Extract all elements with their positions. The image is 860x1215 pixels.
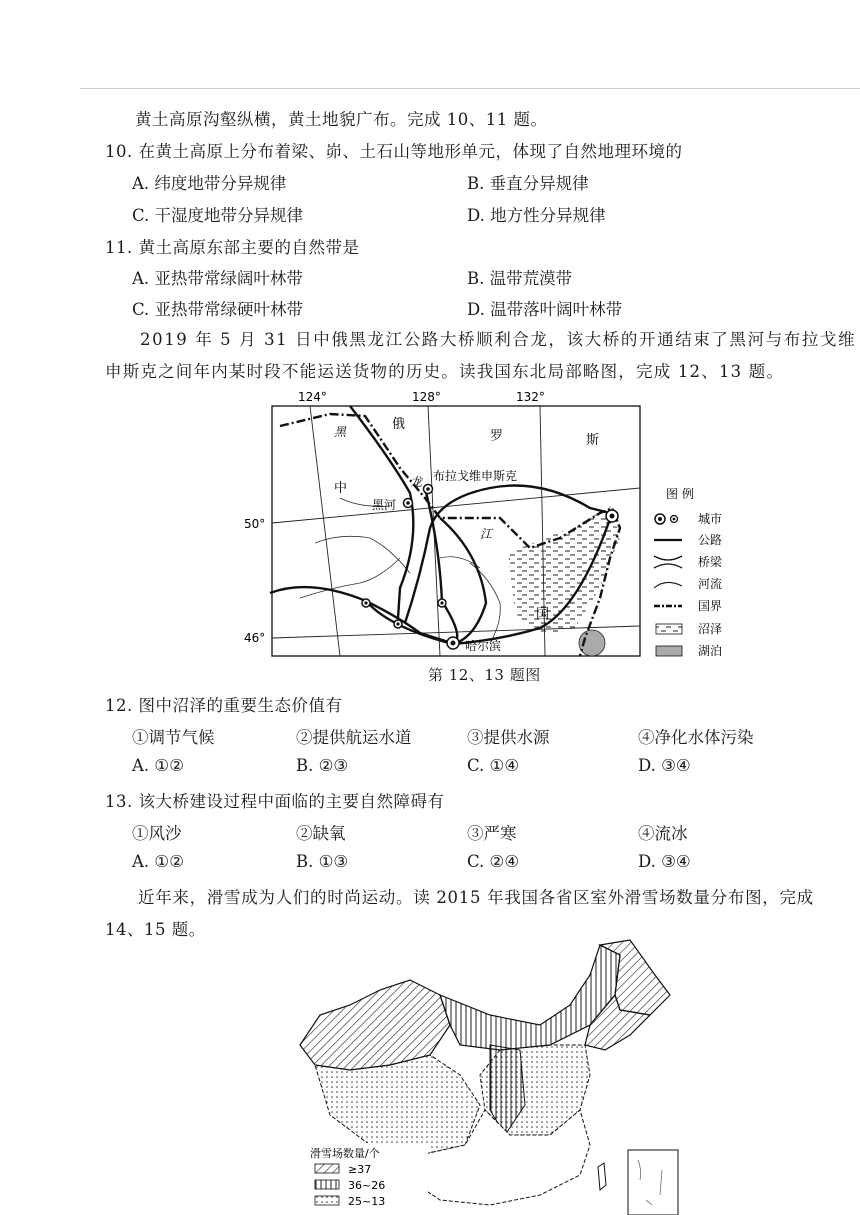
legend-river: 河流 <box>698 577 723 591</box>
intro-14-15-line2: 14、15 题。 <box>105 920 206 939</box>
q10-stem: 10. 在黄土高原上分布着梁、峁、土石山等地形单元，体现了自然地理环境的 <box>105 142 683 161</box>
lon-label-128: 128° <box>412 390 441 404</box>
map2-legend-1: ≥37 <box>348 1163 372 1176</box>
q11-option-a: A. 亚热带常绿阔叶林带 <box>132 269 303 288</box>
south-china-sea-inset <box>628 1150 678 1215</box>
q13-option-a: A. ①② <box>132 852 184 871</box>
q12-stem: 12. 图中沼泽的重要生态价值有 <box>105 696 343 715</box>
legend-lake: 湖泊 <box>698 644 723 658</box>
map2-legend <box>308 1143 428 1215</box>
lat-label-50: 50° <box>244 517 266 531</box>
q12-item-3: ③提供水源 <box>467 728 550 747</box>
q10-option-b: B. 垂直分异规律 <box>467 174 589 193</box>
northeast-map <box>240 388 750 688</box>
map1-caption: 第 12、13 题图 <box>428 666 541 684</box>
lat-label-46: 46° <box>244 631 266 645</box>
q12-item-4: ④净化水体污染 <box>638 728 754 747</box>
q13-item-1: ①风沙 <box>132 824 182 843</box>
label-russia-2: 罗 <box>490 429 504 444</box>
label-russia-3: 斯 <box>586 433 600 448</box>
river-label-hei: 黑 <box>334 425 347 439</box>
china-ski-map <box>290 935 690 1215</box>
intro-12-13-line1: 2019 年 5 月 31 日中俄黑龙江公路大桥顺利合龙，该大桥的开通结束了黑河与布拉戈维 <box>140 330 857 349</box>
region-taiwan <box>598 1163 606 1190</box>
q13-option-c: C. ②④ <box>467 852 520 871</box>
q11-option-c: C. 亚热带常绿硬叶林带 <box>132 300 304 319</box>
legend-bridge: 桥梁 <box>698 555 723 569</box>
q11-option-d: D. 温带落叶阔叶林带 <box>467 300 623 319</box>
label-russia-1: 俄 <box>392 417 406 432</box>
legend-title: 图 例 <box>666 487 694 501</box>
map1-legend <box>654 486 723 658</box>
river-label-long: 龙 <box>410 475 423 489</box>
q13-item-4: ④流冰 <box>638 824 688 843</box>
region-west <box>315 1055 480 1155</box>
city-label-heihe: 黑河 <box>372 498 397 512</box>
q12-option-b: B. ②③ <box>296 756 349 775</box>
legend-road: 公路 <box>698 533 723 547</box>
label-china-1: 中 <box>334 481 348 496</box>
intro-10-11: 黄土高原沟壑纵横，黄土地貌广布。完成 10、11 题。 <box>135 110 548 129</box>
q12-item-1: ①调节气候 <box>132 728 215 747</box>
legend-city: 城市 <box>698 512 723 526</box>
q12-option-a: A. ①② <box>132 756 184 775</box>
q13-item-3: ③严寒 <box>467 824 517 843</box>
intro-12-13-line2: 申斯克之间年内某时段不能运送货物的历史。读我国东北局部略图，完成 12、13 题。 <box>105 362 785 381</box>
q10-option-a: A. 纬度地带分异规律 <box>132 174 287 193</box>
q13-stem: 13. 该大桥建设过程中面临的主要自然障碍有 <box>105 792 445 811</box>
label-china-2: 国 <box>536 607 550 622</box>
river-label-jiang: 江 <box>480 527 493 541</box>
q11-option-b: B. 温带荒漠带 <box>467 269 573 288</box>
legend-marsh: 沼泽 <box>698 622 723 636</box>
q11-stem: 11. 黄土高原东部主要的自然带是 <box>105 238 360 257</box>
q12-option-d: D. ③④ <box>638 756 691 775</box>
map2-legend-title: 滑雪场数量/个 <box>310 1147 380 1160</box>
city-label-harbin: 哈尔滨 <box>465 639 502 653</box>
header-rule <box>80 88 860 89</box>
legend-border: 国界 <box>698 599 723 613</box>
lon-label-124: 124° <box>298 390 327 404</box>
map2-legend-2: 36~26 <box>348 1179 386 1192</box>
q10-option-c: C. 干湿度地带分异规律 <box>132 206 304 225</box>
q13-option-d: D. ③④ <box>638 852 691 871</box>
map2-legend-3: 25~13 <box>348 1195 386 1208</box>
q13-item-2: ②缺氧 <box>296 824 346 843</box>
q12-item-2: ②提供航运水道 <box>296 728 412 747</box>
city-label-blagoveshchensk: 布拉戈维申斯克 <box>433 469 518 483</box>
lon-label-132: 132° <box>516 390 545 404</box>
q13-option-b: B. ①③ <box>296 852 349 871</box>
intro-14-15-line1: 近年来，滑雪成为人们的时尚运动。读 2015 年我国各省区室外滑雪场数量分布图，完成 <box>138 888 814 907</box>
q10-option-d: D. 地方性分异规律 <box>467 206 606 225</box>
q12-option-c: C. ①④ <box>467 756 520 775</box>
